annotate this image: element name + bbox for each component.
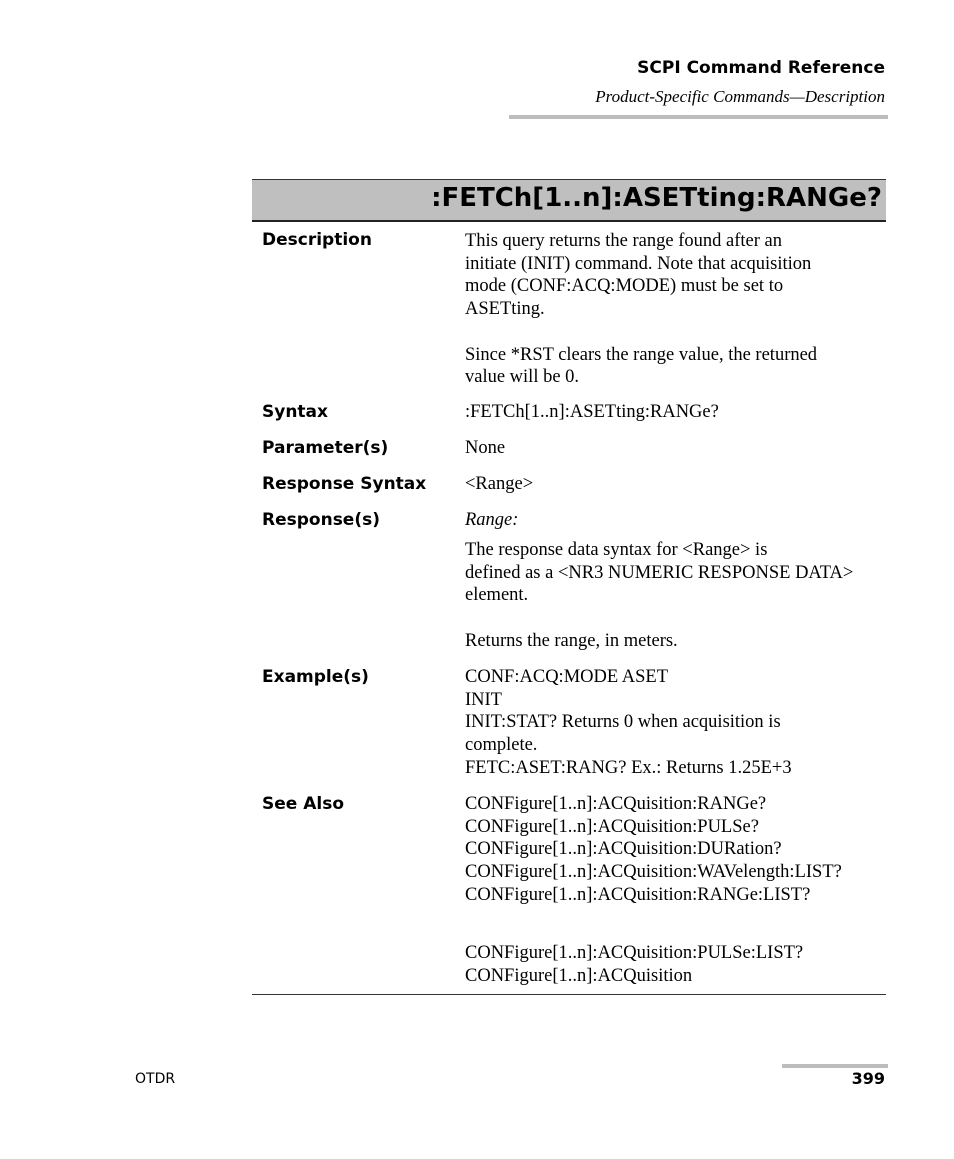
example-line: INIT:STAT? Returns 0 when acquisition is xyxy=(465,712,781,733)
footer-product: OTDR xyxy=(135,1071,176,1087)
example-line: complete. xyxy=(465,735,538,756)
paragraph-gap xyxy=(465,929,880,942)
description-label: Description xyxy=(262,230,372,250)
parameters-value: None xyxy=(465,438,506,458)
description-line: mode (CONF:ACQ:MODE) must be set to xyxy=(465,276,784,297)
see-also-item: CONFigure[1..n]:ACQuisition xyxy=(465,965,693,986)
response-line: defined as a <NR3 NUMERIC RESPONSE DATA> xyxy=(465,562,854,583)
command-title-bar xyxy=(252,179,886,222)
description-line: This query returns the range found after an xyxy=(465,231,782,251)
running-header-subtitle: Product-Specific Commands—Description xyxy=(595,87,885,106)
responses-text xyxy=(465,539,880,653)
example-line: INIT xyxy=(465,689,502,710)
paragraph-gap xyxy=(465,321,880,344)
syntax-value: :FETCh[1..n]:ASETting:RANGe? xyxy=(465,402,719,422)
table-bottom-rule xyxy=(252,994,886,995)
header-rule xyxy=(509,115,888,119)
see-also-list xyxy=(465,793,880,988)
footer-rule xyxy=(782,1064,888,1068)
response-line: The response data syntax for <Range> is xyxy=(465,540,768,560)
command-title: :FETCh[1..n]:ASETting:RANGe? xyxy=(431,183,882,213)
examples-label: Example(s) xyxy=(262,667,369,687)
example-line: FETC:ASET:RANG? Ex.: Returns 1.25E+3 xyxy=(465,757,792,778)
see-also-label: See Also xyxy=(262,794,345,814)
description-line: Since *RST clears the range value, the returned xyxy=(465,344,818,365)
see-also-item: CONFigure[1..n]:ACQuisition:RANGe? xyxy=(465,794,767,814)
paragraph-gap xyxy=(465,907,880,930)
responses-label: Response(s) xyxy=(262,510,380,530)
see-also-item: CONFigure[1..n]:ACQuisition:PULSe:LIST? xyxy=(465,943,804,964)
description-line: initiate (INIT) command. Note that acquisition xyxy=(465,253,812,274)
paragraph-gap xyxy=(465,607,880,630)
see-also-item: CONFigure[1..n]:ACQuisition:WAVelength:LIST? xyxy=(465,862,842,883)
see-also-item: CONFigure[1..n]:ACQuisition:PULSe? xyxy=(465,816,759,837)
page-number: 399 xyxy=(851,1069,885,1088)
examples-text xyxy=(465,666,880,780)
description-text xyxy=(465,230,880,389)
description-line: ASETting. xyxy=(465,299,545,320)
see-also-item: CONFigure[1..n]:ACQuisition:DURation? xyxy=(465,839,782,860)
response-line: Returns the range, in meters. xyxy=(465,630,678,651)
running-header-title: SCPI Command Reference xyxy=(637,58,885,78)
response-syntax-label: Response Syntax xyxy=(262,474,427,494)
description-line: value will be 0. xyxy=(465,367,580,388)
see-also-item: CONFigure[1..n]:ACQuisition:RANGe:LIST? xyxy=(465,884,811,905)
response-syntax-value: <Range> xyxy=(465,474,534,494)
syntax-label: Syntax xyxy=(262,402,328,422)
example-line: CONF:ACQ:MODE ASET xyxy=(465,667,669,687)
response-param-name: Range: xyxy=(465,510,519,530)
parameters-label: Parameter(s) xyxy=(262,438,389,458)
response-line: element. xyxy=(465,585,529,606)
